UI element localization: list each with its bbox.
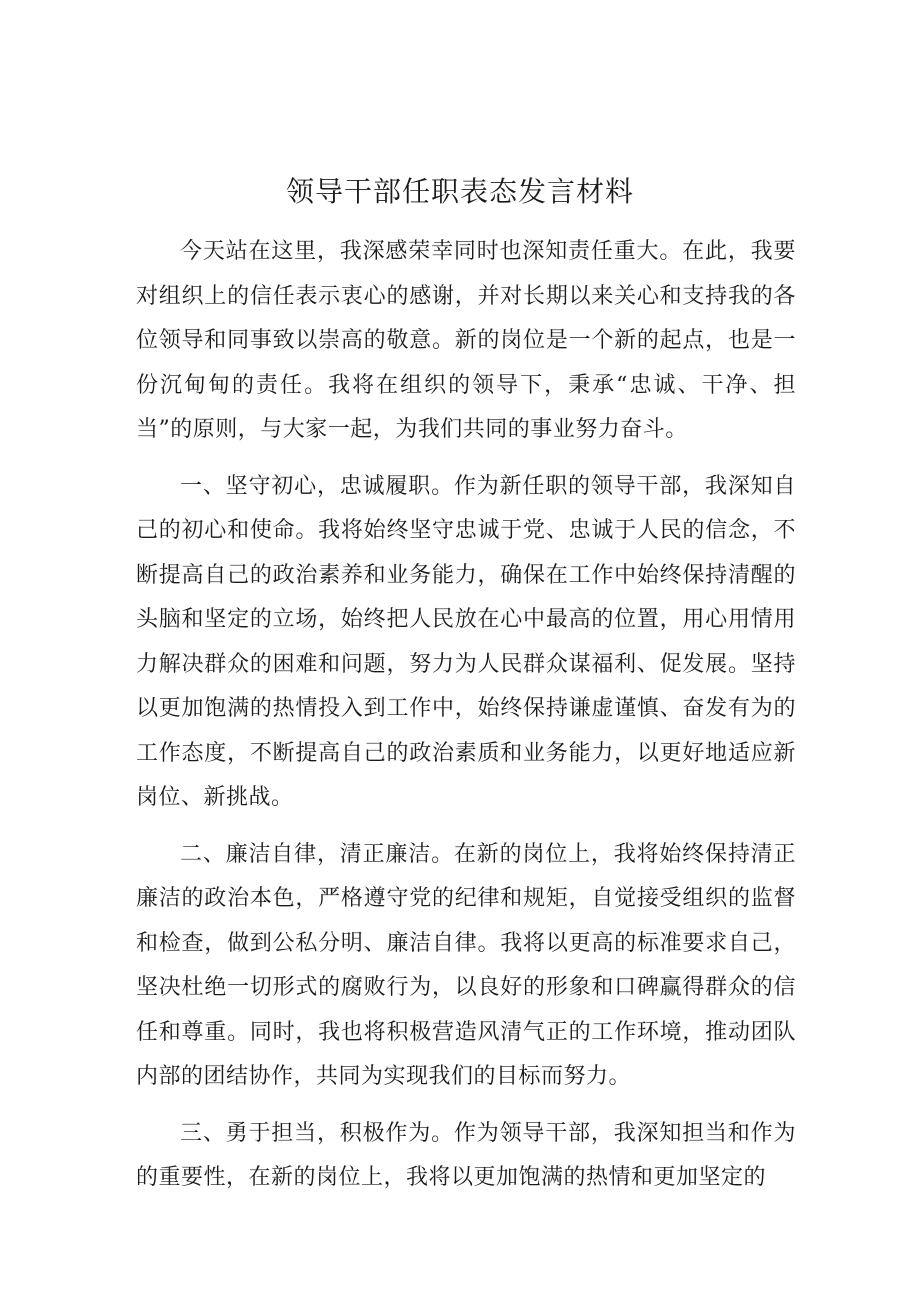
paragraph-section-1: 一、坚守初心，忠诚履职。作为新任职的领导干部，我深知自己的初心和使命。我将始终坚守忠诚于党、忠诚于人民的信念，不断提高自己的政治素养和业务能力，确保在工作中始终保持清醒的头脑和坚定的立场，始终把人民放在心中最高的位置，用心用情用力解决群众的困难和问题，努力为人民群众谋福利、促发展。坚持以更加饱满的热情投入到工作中，始终保持谦虚谨慎、奋发有为的工作态度，不断提高自己的政治素质和业务能力，以更好地适应新岗位、新挑战。: [136, 473, 796, 810]
paragraph-section-2: 二、廉洁自律，清正廉洁。在新的岗位上，我将始终保持清正廉洁的政治本色，严格遵守党的纪律和规矩，自觉接受组织的监督和检查，做到公私分明、廉洁自律。我将以更高的标准要求自己，坚决杜绝一切形式的腐败行为，以良好的形象和口碑赢得群众的信任和尊重。同时，我也将积极营造风清气正的工作环境，推动团队内部的团结协作，共同为实现我们的目标而努力。: [136, 841, 796, 1089]
paragraph-intro: 今天站在这里，我深感荣幸同时也深知责任重大。在此，我要对组织上的信任表示衷心的感谢，并对长期以来关心和支持我的各位领导和同事致以崇高的敬意。新的岗位是一个新的起点，也是一份沉甸甸的责任。我将在组织的领导下，秉承“忠诚、干净、担当”的原则，与大家一起，为我们共同的事业努力奋斗。: [136, 239, 796, 442]
document-body: [136, 230, 796, 1213]
paragraph-section-3: 三、勇于担当，积极作为。作为领导干部，我深知担当和作为的重要性，在新的岗位上，我将以更加饱满的热情和更加坚定的: [136, 1120, 796, 1190]
document-title: 领导干部任职表态发言材料: [285, 175, 634, 208]
